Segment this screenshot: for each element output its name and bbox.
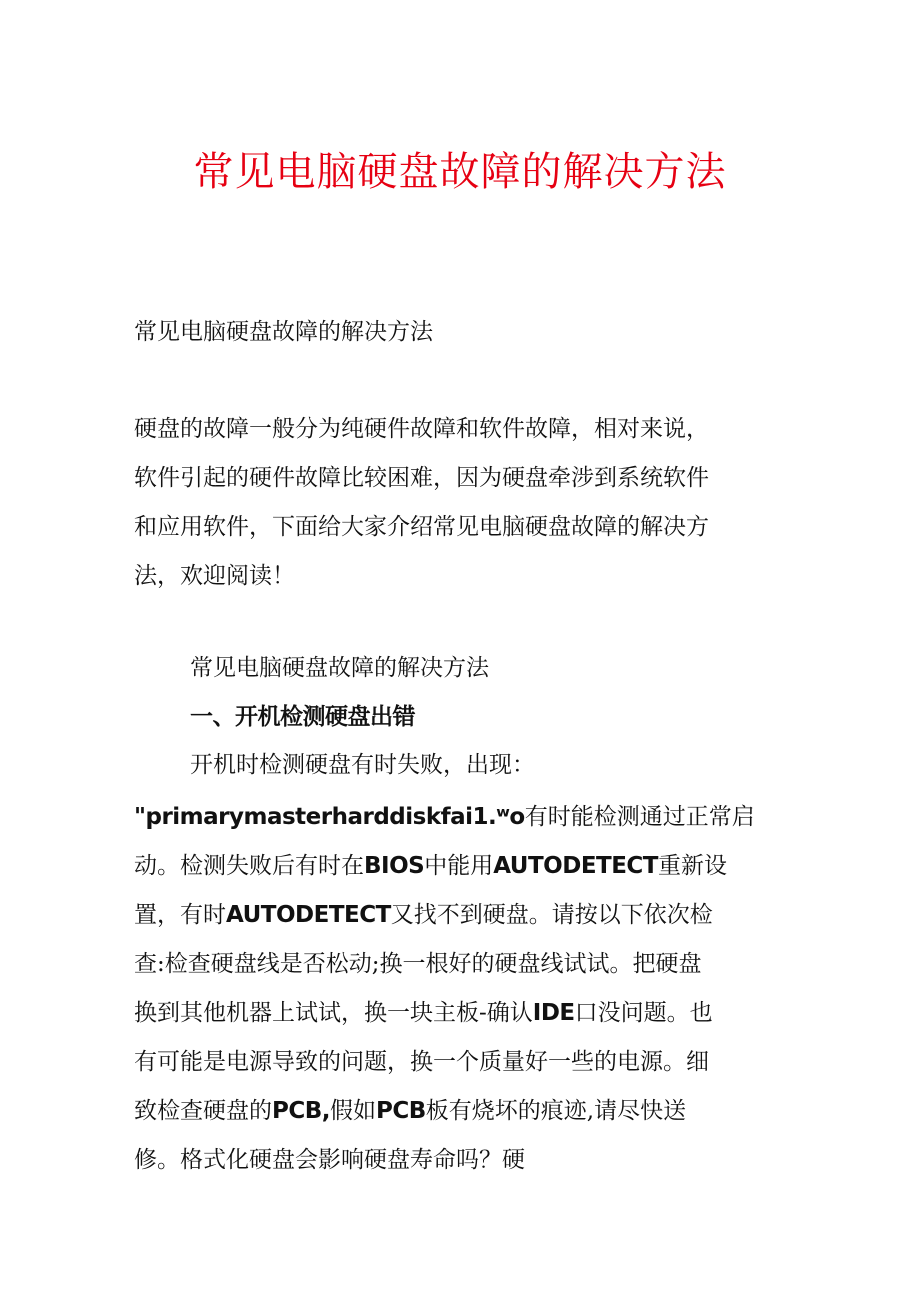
intro-line: 法，欢迎阅读！	[134, 563, 295, 589]
body-text-span: 换到其他机器上试试，换一块主板-确认	[134, 1000, 533, 1026]
body-line: 查:检查硬盘线是否松动;换一根好的硬盘线试试。把硬盘	[134, 951, 702, 977]
section-title: 常见电脑硬盘故障的解决方法	[190, 655, 489, 681]
body-line	[134, 842, 794, 891]
body-line	[134, 793, 794, 842]
body-text-span: 致检查硬盘的	[134, 1098, 272, 1124]
document-subtitle: 常见电脑硬盘故障的解决方法	[134, 319, 433, 345]
body-line	[134, 1087, 794, 1136]
body-text-span: 板有烧坏的痕迹,请尽快送	[425, 1098, 687, 1124]
document-title: 常见电脑硬盘故障的解决方法	[193, 149, 727, 195]
body-line: 有可能是电源导致的问题，换一个质量好一些的电源。细	[134, 1049, 709, 1075]
body-text-span: 置，有时	[134, 902, 226, 928]
body-text-span: 中能用	[424, 853, 494, 879]
section-lead: 开机时检测硬盘有时失败，出现：	[190, 752, 535, 778]
intro-paragraph	[134, 405, 794, 601]
body-line	[134, 891, 794, 940]
body-line	[134, 989, 794, 1038]
error-message-text: "primarymasterharddiskfai1.ʷo	[134, 804, 525, 830]
term-bios: BIOS	[364, 853, 425, 879]
body-text-span: 口没问题。也	[574, 1000, 713, 1026]
term-autodetect: AUTODETECT	[493, 853, 659, 879]
intro-line: 和应用软件，下面给大家介绍常见电脑硬盘故障的解决方	[134, 514, 709, 540]
intro-line: 软件引起的硬件故障比较困难，因为硬盘牵涉到系统软件	[134, 465, 709, 491]
term-pcb: PCB,	[272, 1098, 331, 1124]
body-text-span: 有时能检测通过正常启	[524, 804, 755, 830]
body-line: 修。格式化硬盘会影响硬盘寿命吗？硬	[134, 1147, 525, 1173]
body-text-span: 动。检测失败后有时在	[134, 853, 364, 879]
body-paragraph	[134, 793, 794, 1185]
term-ide: IDE	[532, 1000, 575, 1026]
term-autodetect: AUTODETECT	[226, 902, 391, 928]
body-text-span: 重新设	[658, 853, 728, 879]
body-text-span: 又找不到硬盘。请按以下依次检	[390, 902, 713, 928]
term-pcb: PCB	[376, 1098, 426, 1124]
intro-line: 硬盘的故障一般分为纯硬件故障和软件故障，相对来说，	[134, 416, 709, 442]
body-text-span: 假如	[330, 1098, 377, 1124]
section-heading: 一、开机检测硬盘出错	[190, 704, 415, 730]
